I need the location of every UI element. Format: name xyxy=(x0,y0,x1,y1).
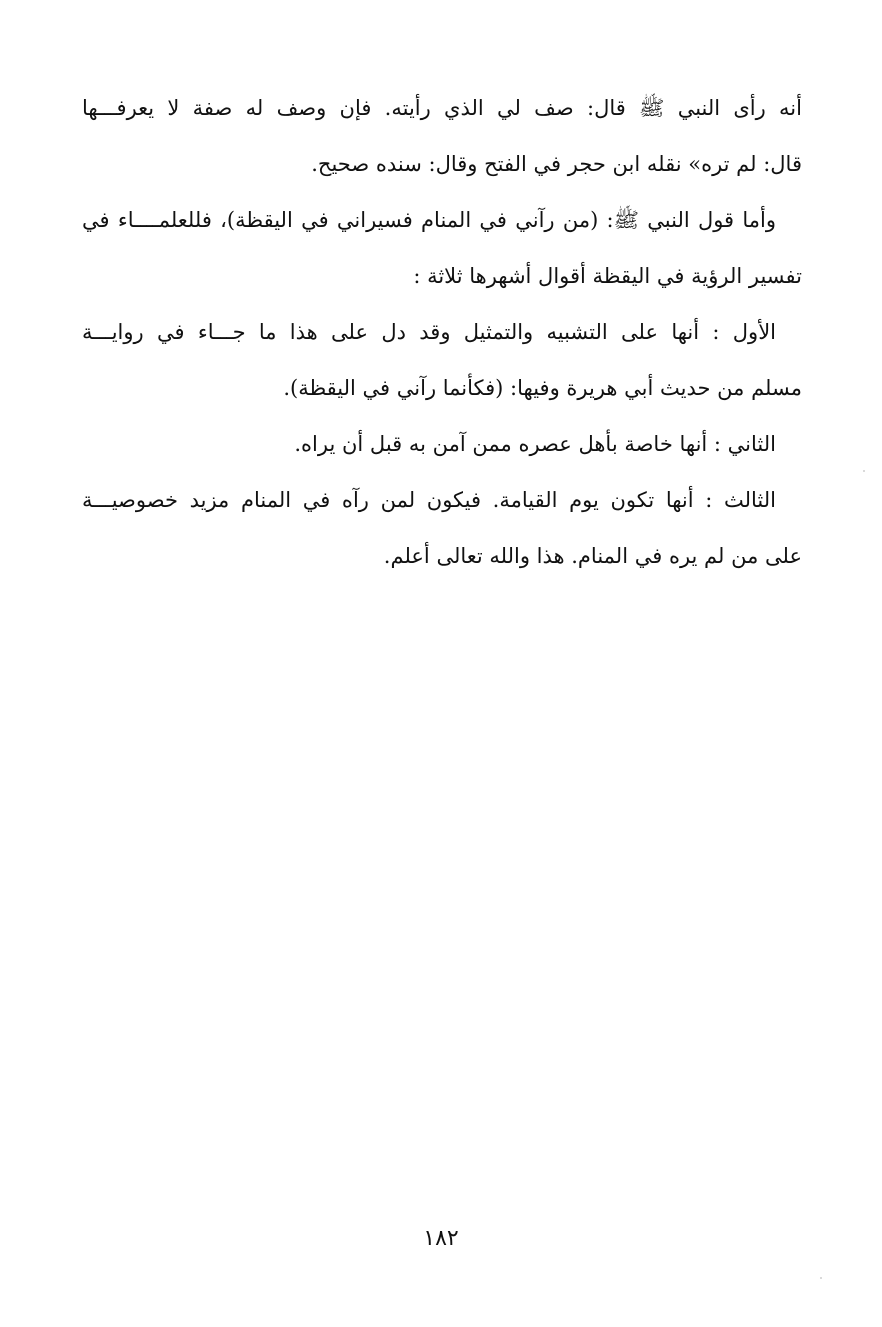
text-line: قال: لم تره» نقله ابن حجر في الفتح وقال: سنده صحيح. xyxy=(311,152,802,176)
text-line: أنه رأى النبي ﷺ قال: صف لي الذي رأيته. فإن وصف له صفة لا يعرفـــها xyxy=(82,96,802,120)
scan-speck xyxy=(863,470,865,472)
text-line: وأما قول النبي ﷺ: (من رآني في المنام فسيراني في اليقظة)، فللعلمــــاء في xyxy=(82,208,776,232)
text-line: الثالث : أنها تكون يوم القيامة. فيكون لمن رآه في المنام مزيد خصوصيـــة xyxy=(82,488,776,512)
text-line: تفسير الرؤية في اليقظة أقوال أشهرها ثلاثة : xyxy=(413,264,802,288)
page-number: ١٨٢ xyxy=(423,1226,459,1251)
text-line: على من لم يره في المنام. هذا والله تعالى أعلم. xyxy=(383,544,802,568)
text-line: الثاني : أنها خاصة بأهل عصره ممن آمن به قبل أن يراه. xyxy=(294,432,776,456)
body-text xyxy=(82,80,802,584)
text-line: الأول : أنها على التشبيه والتمثيل وقد دل على هذا ما جـــاء في روايـــة xyxy=(82,320,776,344)
text-line: مسلم من حديث أبي هريرة وفيها: (فكأنما رآني في اليقظة). xyxy=(283,376,802,400)
scan-speck xyxy=(820,1277,822,1279)
